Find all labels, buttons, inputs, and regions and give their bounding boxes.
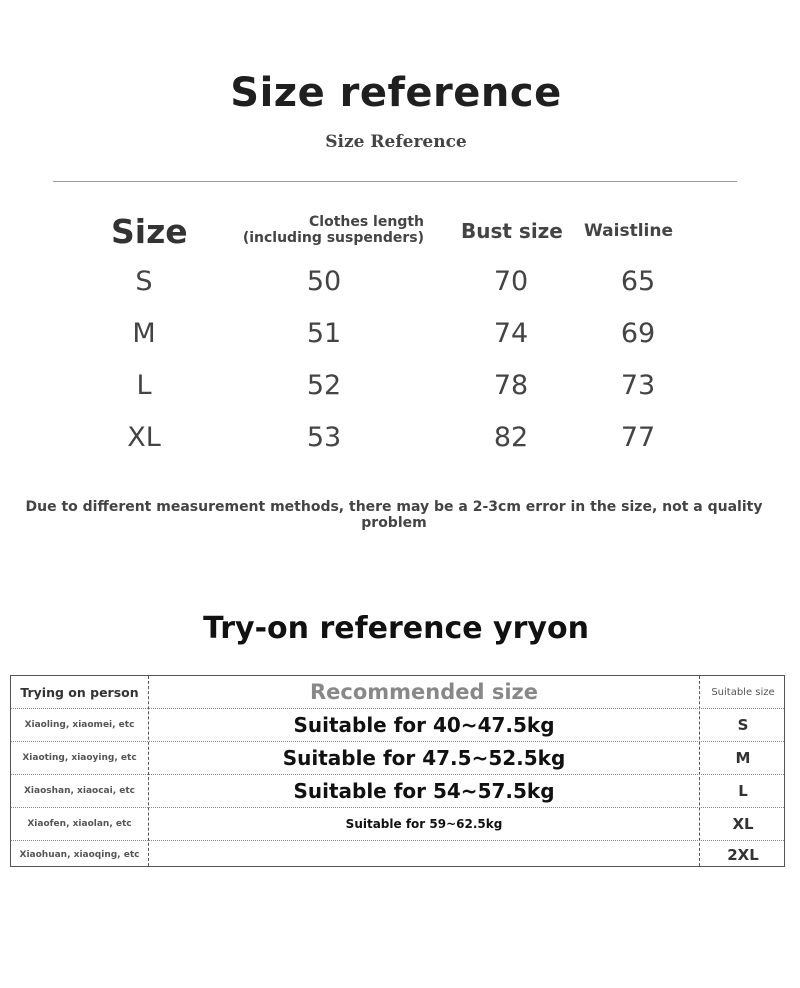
measurement-note: Due to different measurement methods, there may be a 2-3cm error in the size, not a quality problem <box>25 499 763 531</box>
table-cell: 65 <box>620 266 656 297</box>
table-cell: 53 <box>306 422 342 453</box>
page-subtitle: Size Reference <box>325 132 467 152</box>
table-cell: 82 <box>493 422 529 453</box>
tryon-size: 2XL <box>727 845 759 864</box>
tryon-recommendation: Suitable for 59~62.5kg <box>345 817 503 831</box>
table-cell: 51 <box>306 318 342 349</box>
recommended-size-header: Recommended size <box>309 680 539 704</box>
table-cell: 69 <box>620 318 656 349</box>
table-cell: S <box>135 266 153 297</box>
table-cell: 74 <box>493 318 529 349</box>
table-cell: 52 <box>306 370 342 401</box>
tryon-recommendation <box>149 841 699 868</box>
tryon-recommendation: Suitable for 40~47.5kg <box>293 713 555 737</box>
tryon-recommendation: Suitable for 47.5~52.5kg <box>282 746 566 770</box>
table-cell: L <box>136 370 152 401</box>
tryon-person: Xiaoshan, xiaocai, etc <box>23 786 135 796</box>
tryon-title: Try-on reference yryon <box>203 611 589 646</box>
tryon-person: Xiaohuan, xiaoqing, etc <box>19 849 140 860</box>
table-cell: 78 <box>493 370 529 401</box>
table-cell: XL <box>127 422 161 453</box>
table-cell: 50 <box>306 266 342 297</box>
waistline-header: Waistline <box>584 221 673 241</box>
tryon-size: L <box>738 782 748 800</box>
page-title: Size reference <box>230 70 562 116</box>
tryon-table <box>10 675 785 867</box>
table-cell: 70 <box>493 266 529 297</box>
tryon-size: M <box>735 749 751 767</box>
tryon-person: Xiaoling, xiaomei, etc <box>24 720 135 730</box>
size-header: Size <box>111 212 188 251</box>
tryon-size: XL <box>732 815 754 833</box>
tryon-size: S <box>737 716 749 734</box>
tryon-person: Xiaofen, xiaolan, etc <box>27 819 132 829</box>
table-cell: M <box>132 318 156 349</box>
trying-on-person-header: Trying on person <box>20 684 139 700</box>
suitable-size-header: Suitable size <box>711 686 775 698</box>
table-cell: 73 <box>620 370 656 401</box>
table-cell: 77 <box>620 422 656 453</box>
divider <box>53 181 737 182</box>
tryon-person: Xiaoting, xiaoying, etc <box>22 753 137 763</box>
bust-size-header: Bust size <box>461 219 563 243</box>
clothes-length-header: Clothes length (including suspenders) <box>242 214 424 246</box>
tryon-recommendation: Suitable for 54~57.5kg <box>293 779 555 803</box>
